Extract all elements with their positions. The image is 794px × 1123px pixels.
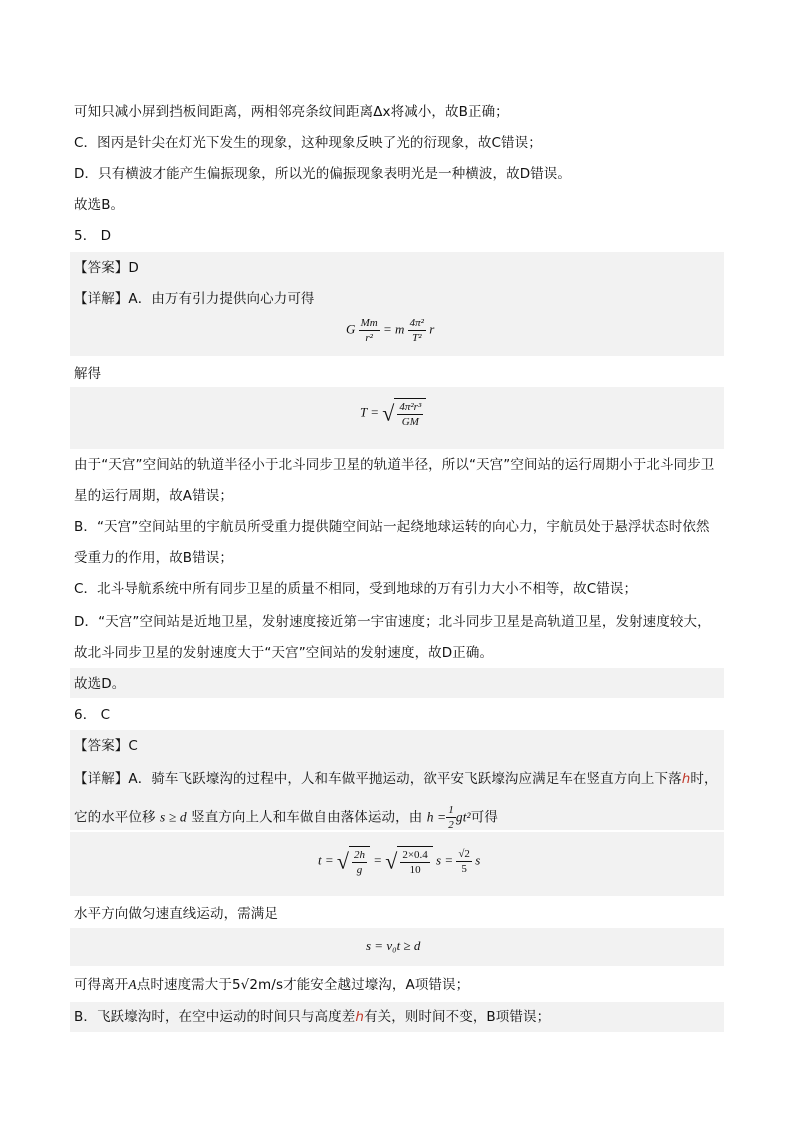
formula-condition: s = v₀t ≥ d	[366, 938, 421, 953]
text-line: 可得离开A点时速度需大于5√2m/s才能安全越过壕沟，A项错误；	[74, 977, 470, 993]
detail-text: 【详解】A．骑车飞跃壕沟的过程中，人和车做平抛运动，欲平安飞跃壕沟应满足车在竖直方向上下落h时，	[74, 771, 718, 787]
text-line: 由于“天宫”空间站的轨道半径小于北斗同步卫星的轨道半径，所以“天宫”空间站的运行周期小于北斗同步卫	[74, 457, 715, 473]
text-line: B．飞跃壕沟时，在空中运动的时间只与高度差h有关，则时间不变，B项错误；	[74, 1009, 551, 1025]
formula-gravitation: G $\frac{Mm}{\text{r²}}$ = m $\frac{\text{4π²}}{\text{T²}}$ r	[346, 317, 435, 344]
text-line: C．图丙是针尖在灯光下发生的现象，这种现象反映了光的衍现象，故C错误；	[74, 135, 542, 151]
text-line: 故选B。	[74, 197, 125, 213]
answer-label: 【答案】D	[74, 260, 139, 276]
text-line: 故选D。	[74, 676, 126, 692]
text-line: D．“天宫”空间站是近地卫星，发射速度接近第一宇宙速度；北斗同步卫星是高轨道卫星，发射速度较大，	[74, 614, 711, 630]
text-line: 解得	[74, 366, 102, 382]
formula-time: t = √ $\frac{2h}{g}$ = √ $\frac{2\times 0.4}{10}$ s = $\frac{√2}{5}$ s	[318, 848, 481, 876]
text-line: B．“天宫”空间站里的宇航员所受重力提供随空间站一起绕地球运转的向心力，宇航员处于悬浮状态时依然	[74, 519, 710, 535]
text-line: 可知只减小屏到挡板间距离，两相邻亮条纹间距离Δx将减小，故B正确；	[74, 104, 509, 120]
text-line: C．北斗导航系统中所有同步卫星的质量不相同，受到地球的万有引力大小不相等，故C错误；	[74, 581, 638, 597]
text-line: D．只有横波才能产生偏振现象，所以光的偏振现象表明光是一种横波，故D错误。	[74, 166, 571, 182]
answer-block	[70, 252, 724, 284]
detail-text: 它的水平位移 s ≥ d 竖直方向上人和车做自由落体运动，由 h = $\frac{1}{2}$ gt²可得	[74, 804, 498, 831]
text-line: 受重力的作用，故B错误；	[74, 550, 233, 566]
answer-label: 【答案】C	[74, 738, 138, 754]
question-number: 5． D	[74, 228, 112, 244]
text-line: 故北斗同步卫星的发射速度大于“天宫”空间站的发射速度，故D正确。	[74, 645, 494, 661]
formula-period: T = √ $\frac{\text{4π²r³}}{GM}$	[360, 398, 426, 429]
text-line: 星的运行周期，故A错误；	[74, 488, 233, 504]
text-line: 水平方向做匀速直线运动，需满足	[74, 906, 278, 922]
select-block	[70, 668, 724, 698]
detail-text: 【详解】A．由万有引力提供向心力可得	[74, 291, 315, 307]
question-number: 6． C	[74, 707, 111, 723]
